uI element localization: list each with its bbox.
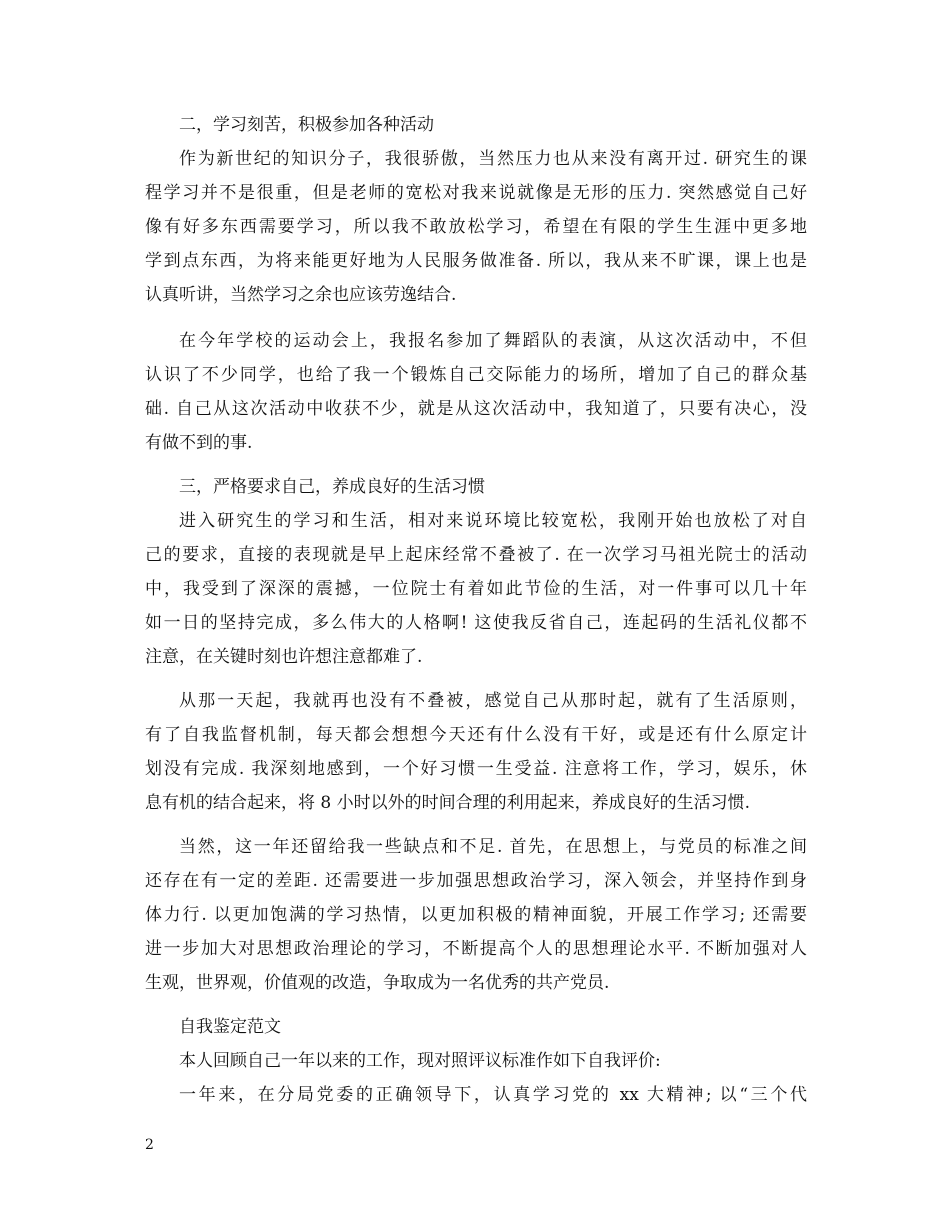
paragraph-line: 在今年学校的运动会上，我报名参加了舞蹈队的表演，从这次活动中，不但	[179, 331, 807, 351]
paragraph-line: 认识了不少同学，也给了我一个锻炼自己交际能力的场所，增加了自己的群众基	[145, 365, 807, 385]
paragraph-line: 体力行. 以更加饱满的学习热情，以更加积极的精神面貌，开展工作学习; 还需要	[145, 905, 807, 925]
paragraph-line: 如一日的坚持完成，多么伟大的人格啊! 这使我反省自己，连起码的生活礼仪都不	[145, 613, 807, 633]
paragraph-line: 有了自我监督机制，每天都会想想今天还有什么没有干好，或是还有什么原定计	[145, 725, 807, 745]
paragraph-line: 学到点东西，为将来能更好地为人民服务做准备. 所以，我从来不旷课，课上也是	[145, 251, 807, 271]
paragraph-line: 本人回顾自己一年以来的工作，现对照评议标准作如下自我评价:	[179, 1051, 661, 1071]
paragraph-line: 当然，这一年还留给我一些缺点和不足. 首先，在思想上，与党员的标准之间	[179, 837, 807, 857]
paragraph-line: 程学习并不是很重，但是老师的宽松对我来说就像是无形的压力. 突然感觉自己好	[145, 183, 807, 203]
paragraph-line: 中，我受到了深深的震撼，一位院士有着如此节俭的生活，对一件事可以几十年	[145, 579, 807, 599]
paragraph-line: 划没有完成. 我深刻地感到，一个好习惯一生受益. 注意将工作，学习，娱乐，休	[145, 759, 807, 779]
section-heading-sample: 自我鉴定范文	[179, 1017, 281, 1037]
paragraph-line: 进一步加大对思想政治理论的学习，不断提高个人的思想理论水平. 不断加强对人	[145, 939, 807, 959]
paragraph-line: 作为新世纪的知识分子，我很骄傲，当然压力也从来没有离开过. 研究生的课	[179, 149, 807, 169]
section-heading-2: 二，学习刻苦，积极参加各种活动	[179, 115, 434, 135]
paragraph-line: 己的要求，直接的表现就是早上起床经常不叠被了. 在一次学习马祖光院士的活动	[145, 545, 807, 565]
page-number: 2	[145, 1137, 154, 1153]
paragraph-line: 注意，在关键时刻也许想注意都难了.	[145, 647, 423, 667]
paragraph-line: 像有好多东西需要学习，所以我不敢放松学习，希望在有限的学生生涯中更多地	[145, 217, 807, 237]
paragraph-line: 进入研究生的学习和生活，相对来说环境比较宽松，我刚开始也放松了对自	[179, 511, 807, 531]
paragraph-line: 认真听讲，当然学习之余也应该劳逸结合.	[145, 285, 457, 305]
paragraph-line: 从那一天起，我就再也没有不叠被，感觉自己从那时起，就有了生活原则，	[179, 691, 807, 711]
paragraph-line: 还存在有一定的差距. 还需要进一步加强思想政治学习，深入领会，并坚持作到身	[145, 871, 807, 891]
paragraph-line: 息有机的结合起来，将 8 小时以外的时间合理的利用起来，养成良好的生活习惯.	[145, 793, 751, 813]
section-heading-3: 三，严格要求自己，养成良好的生活习惯	[179, 477, 485, 497]
paragraph-line: 一年来，在分局党委的正确领导下，认真学习党的 xx 大精神; 以“三个代	[179, 1085, 807, 1105]
paragraph-line: 生观，世界观，价值观的改造，争取成为一名优秀的共产党员.	[145, 973, 610, 993]
paragraph-line: 础. 自己从这次活动中收获不少，就是从这次活动中，我知道了，只要有决心，没	[145, 399, 807, 419]
paragraph-line: 有做不到的事.	[145, 433, 253, 453]
